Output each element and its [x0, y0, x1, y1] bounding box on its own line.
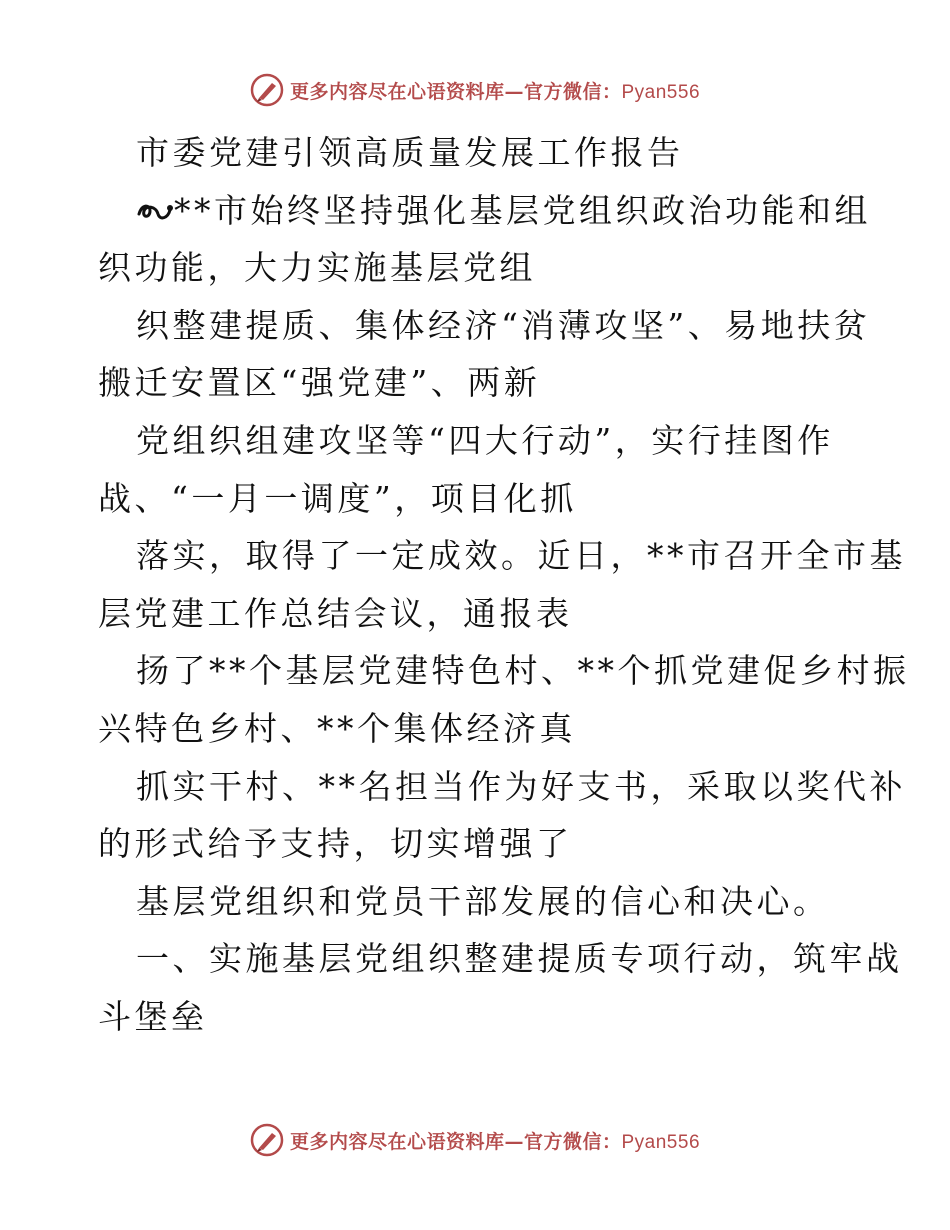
footer-banner-text [290, 1127, 700, 1154]
paragraph-line-5: 党组织组建攻坚等“四大行动”，实行挂图作 [136, 420, 834, 460]
paragraph-line-1 [98, 182, 871, 240]
section-heading-1-cont: 斗堡垒 [98, 996, 208, 1036]
paragraph-line-9: 扬了**个基层党建特色村、**个抓党建促乡村振 [136, 651, 910, 691]
footer-banner [0, 1122, 950, 1158]
paragraph-line-1-text: **市始终坚持强化基层党组织政治功能和组 [174, 190, 871, 230]
paragraph-line-7: 落实，取得了一定成效。近日，**市召开全市基 [136, 536, 906, 576]
header-banner-title: 更多内容尽在心语资料库 [289, 80, 505, 103]
document-title: 市委党建引领高质量发展工作报告 [136, 133, 684, 172]
paragraph-line-8: 层党建工作总结会议，通报表 [98, 593, 573, 633]
document-body [98, 124, 910, 1046]
footer-banner-title: 更多内容尽在心语资料库 [289, 1130, 505, 1153]
paragraph-line-2: 织功能，大力实施基层党组 [98, 248, 536, 288]
paragraph-line-4: 搬迁安置区“强党建”、两新 [98, 363, 541, 403]
paragraph-line-6: 战、“一月一调度”，项目化抓 [98, 478, 577, 518]
header-wechat-id: Pyan556 [621, 81, 701, 103]
footer-banner-separator: — [504, 1130, 524, 1153]
footer-wechat-id: Pyan556 [621, 1131, 701, 1153]
header-banner-text [290, 77, 700, 104]
pen-logo-icon [250, 1123, 284, 1157]
paragraph-line-12: 的形式给予支持，切实增强了 [98, 824, 573, 864]
paragraph-line-11: 抓实干村、**名担当作为好支书，采取以奖代补 [136, 766, 906, 806]
header-banner [0, 72, 950, 108]
ornament-icon [136, 196, 174, 226]
paragraph-line-13: 基层党组织和党员干部发展的信心和决心。 [136, 881, 830, 921]
section-heading-1: 一、实施基层党组织整建提质专项行动，筑牢战 [136, 939, 903, 979]
header-wechat-label: 官方微信： [523, 80, 622, 103]
paragraph-line-10: 兴特色乡村、**个集体经济真 [98, 708, 576, 748]
footer-wechat-label: 官方微信： [523, 1130, 622, 1153]
header-banner-separator: — [504, 80, 524, 103]
paragraph-line-3: 织整建提质、集体经济“消薄攻坚”、易地扶贫 [136, 305, 871, 345]
pen-logo-icon [250, 73, 284, 107]
